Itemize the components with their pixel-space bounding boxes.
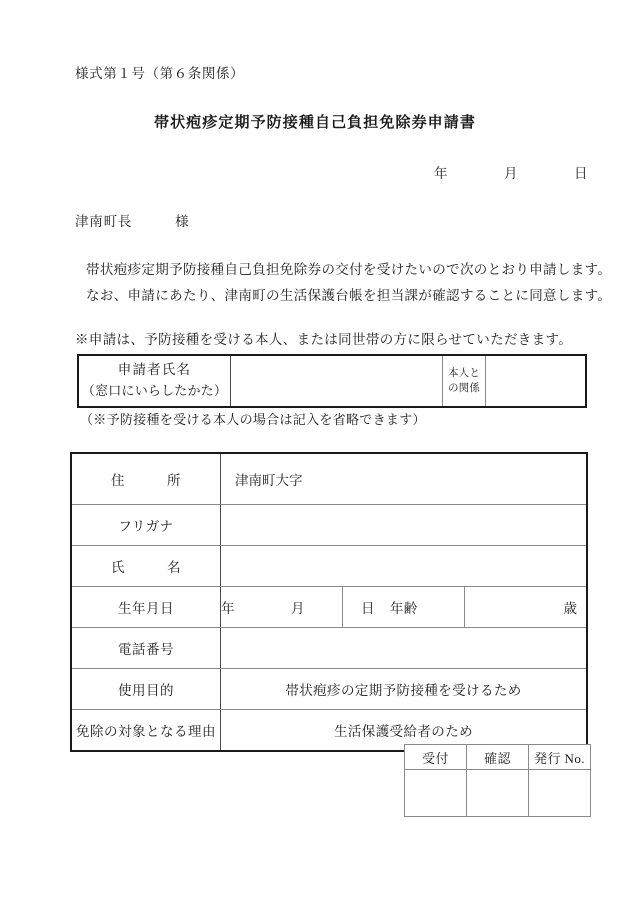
phone-label: 電話番号 (71, 628, 221, 669)
address-input[interactable]: 津南町大字 (221, 453, 588, 505)
confirmation-input[interactable] (467, 770, 529, 817)
note-omission: （※予防接種を受ける本人の場合は記入を省略できます） (80, 412, 426, 427)
age-label: 年齢 (343, 587, 465, 628)
age-input[interactable]: 歳 (465, 587, 587, 628)
reason-value: 生活保護受給者のため (221, 710, 588, 752)
relation-label-line2: の関係 (447, 383, 481, 394)
purpose-label: 使用目的 (71, 669, 221, 710)
relation-label-line1: 本人と (447, 367, 481, 379)
furigana-input[interactable] (221, 505, 588, 546)
birthdate-label: 生年月日 (71, 587, 221, 628)
applicant-name-input[interactable] (231, 355, 443, 407)
issue-number-input[interactable] (529, 770, 591, 817)
name-input[interactable] (221, 546, 588, 587)
furigana-label: フリガナ (71, 505, 221, 546)
relation-input[interactable] (486, 355, 587, 407)
addressee-line: 津南町長 様 (75, 214, 190, 229)
table-row (78, 355, 586, 407)
confirmation-header: 確認 (467, 745, 529, 770)
office-use-table (404, 744, 591, 817)
applicant-name-label-line1: 申請者氏名 (117, 362, 192, 378)
table-row-address (71, 453, 587, 505)
address-label: 住 所 (71, 453, 221, 505)
applicant-table (77, 354, 587, 408)
applicant-name-label-line2: （窓口にいらしたかた） (81, 383, 228, 399)
reception-input[interactable] (405, 770, 467, 817)
reception-header: 受付 (405, 745, 467, 770)
issue-number-header: 発行 No. (529, 745, 591, 770)
note-restriction: ※申請は、予防接種を受ける本人、または同世帯の方に限らせていただきます。 (75, 332, 573, 347)
form-number: 様式第１号（第６条関係） (75, 66, 245, 81)
table-row-name (71, 546, 587, 587)
relation-label (443, 355, 486, 407)
date-entry-line: 年 月 日 (434, 166, 588, 181)
body-paragraph-2: なお、申請にあたり、津南町の生活保護台帳を担当課が確認することに同意します。 (86, 288, 612, 303)
page-title: 帯状疱疹定期予防接種自己負担免除券申請書 (153, 115, 476, 131)
table-row-purpose (71, 669, 587, 710)
table-header-row (405, 745, 591, 770)
table-row (405, 770, 591, 817)
body-paragraph-1: 帯状疱疹定期予防接種自己負担免除券の交付を受けたいので次のとおり申請します。 (86, 262, 612, 277)
table-row-birthdate (71, 587, 587, 628)
table-row-furigana (71, 505, 587, 546)
applicant-name-label (78, 355, 231, 407)
purpose-value: 帯状疱疹の定期予防接種を受けるため (221, 669, 588, 710)
applicant-details-table (70, 452, 588, 752)
reason-label: 免除の対象となる理由 (71, 710, 221, 752)
birthdate-input[interactable]: 年 月 日 (221, 587, 343, 628)
name-label: 氏 名 (71, 546, 221, 587)
phone-input[interactable] (221, 628, 588, 669)
table-row-phone (71, 628, 587, 669)
